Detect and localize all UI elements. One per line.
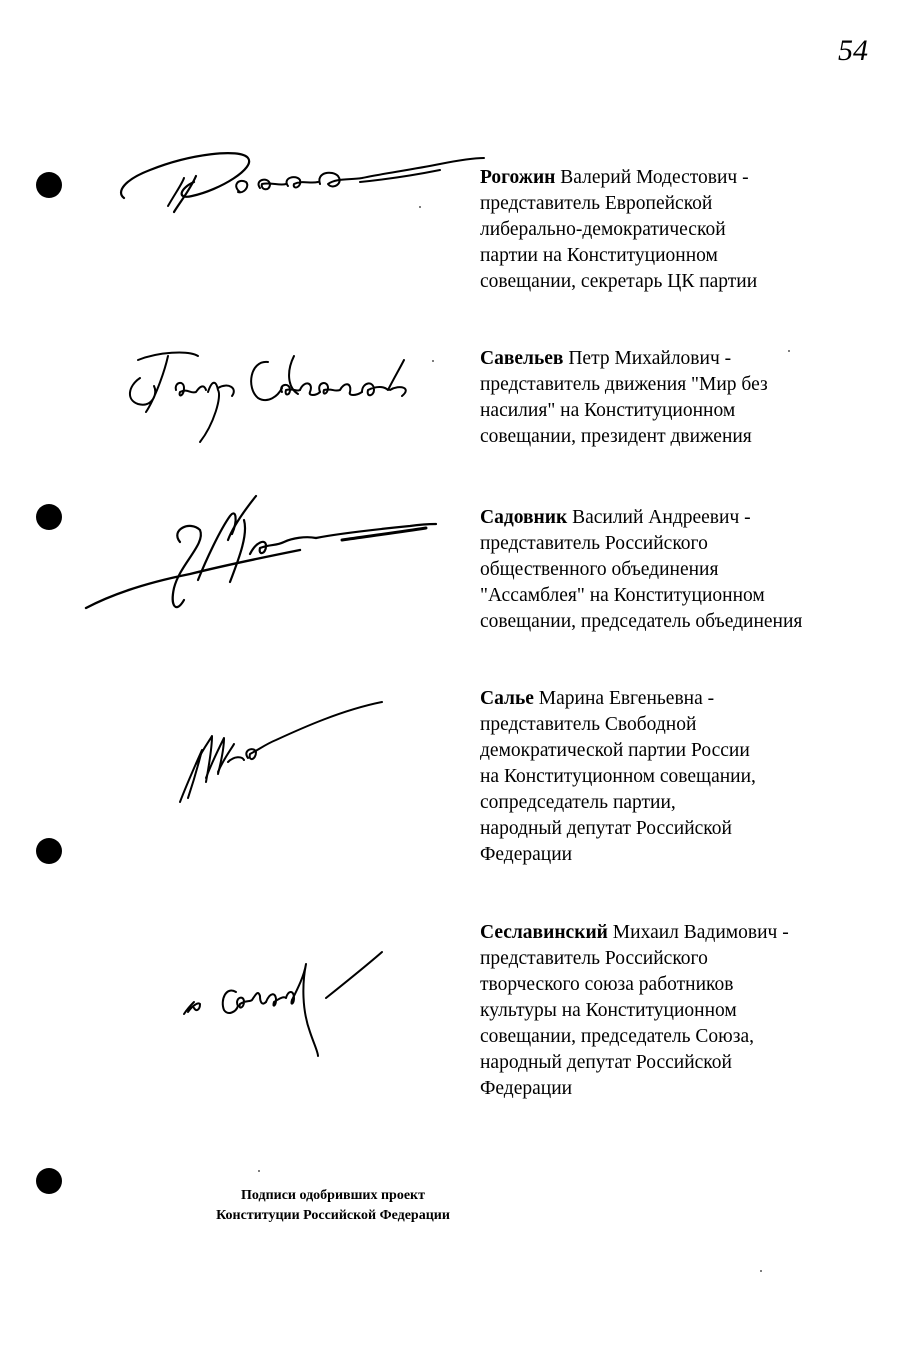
entry-line: народный депутат Российской	[480, 818, 732, 839]
name-patronymic: Марина Евгеньевна -	[533, 688, 715, 709]
entry-line: насилия" на Конституционном	[480, 400, 736, 421]
entry-line: Федерации	[480, 844, 573, 865]
punch-hole	[36, 504, 62, 530]
name-patronymic: Михаил Вадимович -	[607, 922, 789, 943]
surname: Сеславинский	[480, 922, 608, 943]
punch-hole	[36, 172, 62, 198]
scan-speck	[419, 206, 421, 208]
entry-line: представитель Европейской	[480, 193, 713, 214]
entry-line: "Ассамблея" на Конституционном	[480, 585, 765, 606]
entry-line: творческого союза работников	[480, 974, 734, 995]
signatory-entry-seslavinsky	[480, 920, 880, 1102]
entry-line: представитель движения "Мир без	[480, 374, 768, 395]
entry-line: представитель Свободной	[480, 714, 697, 735]
entry-heading	[480, 920, 880, 946]
signatory-entry-sadovnik	[480, 505, 880, 635]
entry-line: Федерации	[480, 1078, 573, 1099]
entry-heading	[480, 686, 880, 712]
surname: Рогожин	[480, 167, 556, 188]
signatory-entry-saveliev	[480, 346, 880, 450]
signature-sadovnik	[80, 490, 440, 620]
scan-speck	[760, 1270, 762, 1272]
punch-hole	[36, 838, 62, 864]
entry-line: совещании, президент движения	[480, 426, 752, 447]
entry-heading	[480, 346, 880, 372]
signature-rogozhin	[110, 140, 490, 230]
entry-line: сопредседатель партии,	[480, 792, 676, 813]
entry-line: совещании, председатель Союза,	[480, 1026, 754, 1047]
entry-line: демократической партии России	[480, 740, 750, 761]
entry-line: общественного объединения	[480, 559, 719, 580]
entry-line: представитель Российского	[480, 533, 708, 554]
entry-line: представитель Российского	[480, 948, 708, 969]
punch-hole	[36, 1168, 62, 1194]
page-number: 54	[838, 34, 868, 67]
footer-line: Подписи одобривших проект	[241, 1188, 425, 1203]
entry-line: совещании, секретарь ЦК партии	[480, 271, 758, 292]
scan-speck	[258, 1170, 260, 1172]
surname: Савельев	[480, 348, 564, 369]
surname: Салье	[480, 688, 534, 709]
signature-seslavinsky	[176, 940, 396, 1070]
footer-line: Конституции Российской Федерации	[216, 1208, 450, 1223]
footer-caption	[180, 1186, 486, 1226]
signatory-entry-rogozhin	[480, 165, 880, 295]
entry-line: на Конституционном совещании,	[480, 766, 756, 787]
entry-line: совещании, председатель объединения	[480, 611, 803, 632]
name-patronymic: Петр Михайлович -	[563, 348, 732, 369]
signatory-entry-salye	[480, 686, 880, 868]
entry-line: партии на Конституционном	[480, 245, 718, 266]
signature-salye	[172, 690, 392, 820]
entry-line: либерально-демократической	[480, 219, 726, 240]
entry-heading	[480, 505, 880, 531]
surname: Садовник	[480, 507, 568, 528]
entry-heading	[480, 165, 880, 191]
name-patronymic: Василий Андреевич -	[567, 507, 751, 528]
entry-line: народный депутат Российской	[480, 1052, 732, 1073]
scan-speck	[788, 350, 790, 352]
scan-speck	[432, 360, 434, 362]
entry-line: культуры на Конституционном	[480, 1000, 737, 1021]
name-patronymic: Валерий Модестович -	[555, 167, 749, 188]
signature-saveliev	[118, 338, 418, 448]
